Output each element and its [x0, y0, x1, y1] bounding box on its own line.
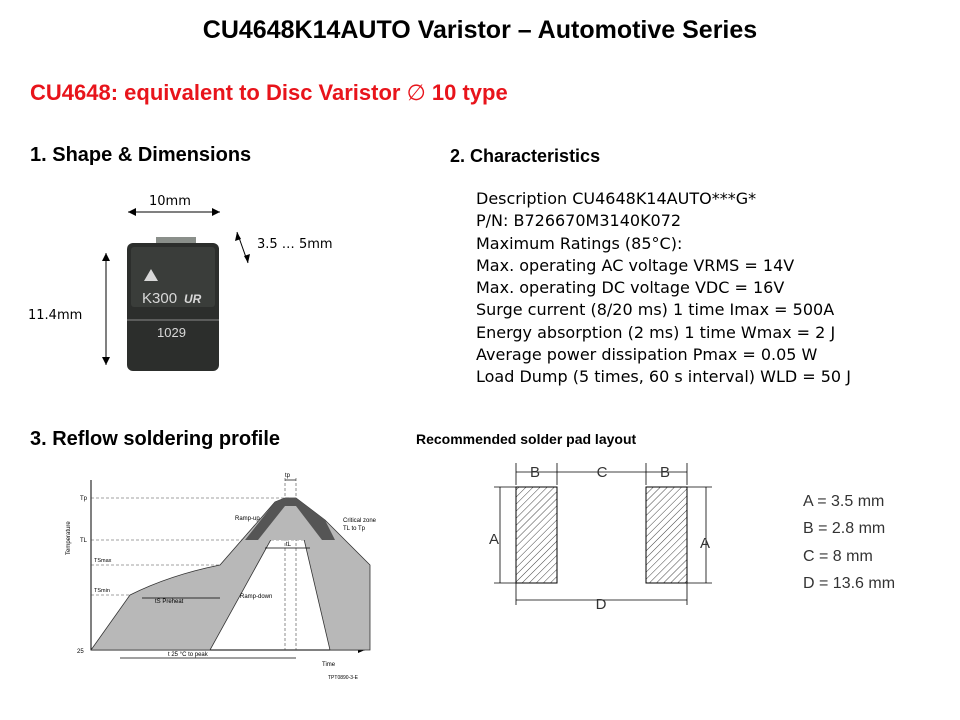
char-line: Description CU4648K14AUTO***G*	[476, 189, 757, 208]
date-code: 1029	[157, 325, 186, 340]
arrowhead	[102, 253, 110, 261]
Tsmax-label: TSmax	[94, 558, 112, 564]
page-title: CU4648K14AUTO Varistor – Automotive Series	[202, 16, 758, 44]
left-pad	[516, 487, 557, 583]
y-axis-label: Temperature	[66, 521, 72, 555]
time-axis-label: Time	[322, 662, 336, 668]
subtitle-text: CU4648: equivalent to Disc Varistor	[30, 80, 401, 105]
section-characteristics-heading: 2. Characteristics	[450, 146, 601, 166]
pad-legend-item: A = 3.5 mm	[803, 493, 885, 510]
pad-layout-title: Recommended solder pad layout	[416, 431, 637, 447]
char-line: Energy absorption (2 ms) 1 time Wmax = 2 J	[476, 322, 836, 342]
pad-label-a-right: A	[700, 535, 711, 552]
subtitle	[30, 80, 508, 106]
section-shape-heading: 1. Shape & Dimensions	[30, 144, 252, 166]
height-label: 11.4mm	[28, 308, 83, 323]
char-line: Max. operating AC voltage VRMS = 14V	[476, 255, 795, 275]
TL-label: TL	[80, 538, 88, 544]
section-reflow-heading: 3. Reflow soldering profile	[30, 428, 281, 450]
component-marking: K300	[142, 290, 178, 307]
pad-legend-item: D = 13.6 mm	[803, 574, 896, 592]
t-to-peak-label: t 25 °C to peak	[168, 652, 208, 658]
profile-band	[91, 498, 370, 650]
pad-label-b-left: B	[530, 464, 541, 481]
ts-preheat-label: tS Preheat	[155, 599, 184, 605]
reflow-profile-diagram	[60, 470, 390, 685]
critical-zone-range-label: TL to Tp	[343, 526, 366, 532]
characteristics-list	[476, 188, 851, 389]
pad-label-d: D	[595, 596, 607, 613]
Tsmin-label: TSmin	[94, 588, 110, 594]
ramp-up-label: Ramp-up	[235, 516, 260, 522]
arrowhead	[102, 357, 110, 365]
ul-mark: UR	[184, 292, 202, 306]
pad-legend-item: C = 8 mm	[803, 547, 873, 565]
char-line: Surge current (8/20 ms) 1 time Imax = 500A	[476, 300, 835, 320]
pad-label-a-left: A	[489, 531, 500, 548]
diagram-code: TPT0890-3-E	[328, 675, 359, 681]
arrowhead	[212, 208, 220, 216]
width-label: 10mm	[149, 194, 191, 209]
arrowhead	[128, 208, 136, 216]
right-pad	[646, 487, 687, 583]
tp-label: tp	[285, 473, 291, 479]
char-line: Load Dump (5 times, 60 s interval) WLD = 50 J	[476, 367, 851, 387]
tL-label: tL	[286, 542, 292, 548]
ramp-down-label: Ramp-down	[240, 594, 273, 600]
char-line: Max. operating DC voltage VDC = 16V	[476, 278, 785, 298]
char-line: Average power dissipation Pmax = 0.05 W	[476, 345, 818, 365]
pad-legend-item: B = 2.8 mm	[803, 520, 886, 538]
pad-label-c: C	[596, 464, 608, 481]
char-line: P/N: B726670M3140K072	[476, 211, 682, 231]
thickness-label: 3.5 … 5mm	[257, 237, 333, 252]
Tp-label: Tp	[80, 496, 88, 502]
pad-label-b-right: B	[660, 464, 671, 481]
pad-layout-diagram	[480, 455, 740, 620]
diameter-symbol: ∅	[406, 81, 426, 106]
component-drawing	[20, 185, 400, 395]
pad-legend	[803, 488, 895, 597]
char-line: Maximum Ratings (85°C):	[476, 233, 683, 253]
critical-zone-label: Critical zone	[343, 518, 377, 524]
subtitle-suffix: 10 type	[431, 80, 508, 105]
t25-label: 25	[77, 649, 84, 655]
